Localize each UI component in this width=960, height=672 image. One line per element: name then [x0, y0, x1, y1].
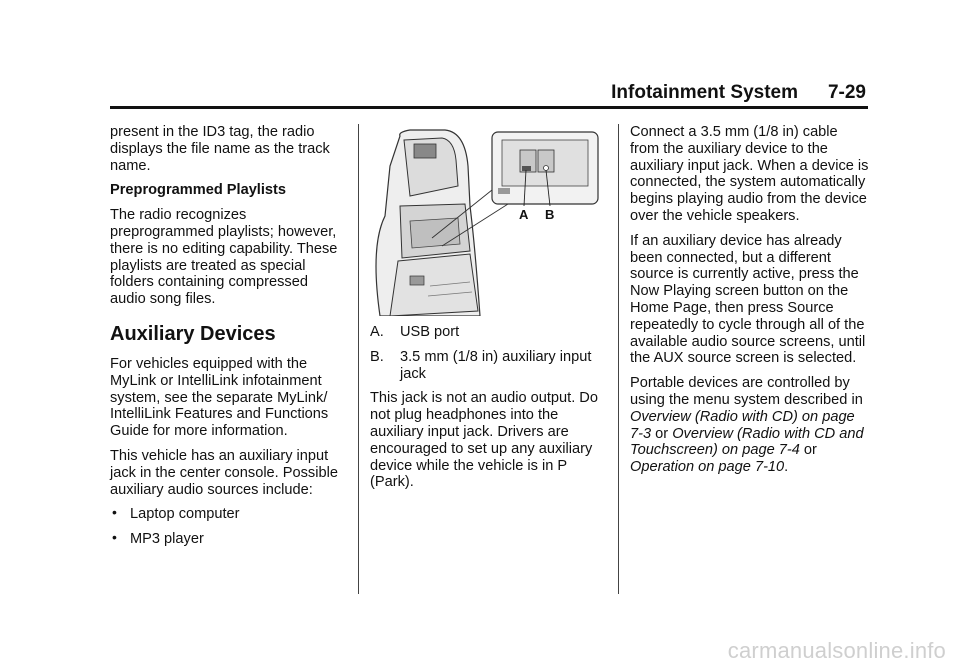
callout-label-b: B: [545, 207, 555, 222]
callout-label-a: A: [519, 207, 529, 222]
paragraph: present in the ID3 tag, the radio displays the file name as the track name.: [110, 124, 330, 174]
column-2: [370, 124, 605, 499]
subheading-preprogrammed-playlists: Preprogrammed Playlists: [110, 182, 287, 199]
column-divider: [358, 124, 359, 594]
paragraph: For vehicles equipped with the MyLink or IntelliLink infotainment system, see the separate MyLink/ IntelliLink Features and Functions Guide for more information.: [110, 355, 329, 440]
section-title-auxiliary-devices: Auxiliary Devices: [110, 322, 276, 345]
list-item-text: MP3 player: [130, 531, 204, 548]
cross-reference-link[interactable]: Operation on page 7-10: [630, 459, 785, 476]
list-item: [110, 531, 345, 548]
watermark: carmanualsonline.info: [727, 638, 946, 663]
cross-reference-link[interactable]: Overview (Radio with CD and Touchscreen) on page 7-4: [630, 425, 864, 459]
list-item-text: Laptop computer: [130, 506, 240, 523]
list-item: [110, 506, 345, 523]
page-number: 7-29: [827, 82, 866, 103]
figure-caption-b: [370, 349, 605, 383]
page-header: [110, 82, 868, 109]
chapter-title: Infotainment System: [611, 82, 798, 103]
text-run: .: [784, 459, 789, 476]
cross-reference-link[interactable]: Overview (Radio with CD) on page 7-3: [630, 408, 855, 442]
column-1: [110, 124, 345, 556]
column-3: [630, 124, 870, 484]
bullet-icon: •: [112, 529, 117, 546]
paragraph-with-references: [630, 375, 870, 476]
caption-text: 3.5 mm (1/8 in) auxiliary input jack: [400, 348, 592, 382]
caption-text: USB port: [400, 324, 460, 340]
figure-caption-a: [370, 324, 605, 341]
paragraph: If an auxiliary device has already been connected, but a different source is currently active, press the Now Playing screen button on the Home Page, then press Source repeatedly to cycle through all of the available audio source screens, until the AUX source screen is selected.: [630, 232, 866, 367]
column-divider: [618, 124, 619, 594]
text-run: Portable devices are controlled by using the menu system described in: [630, 375, 863, 408]
caption-letter: A.: [370, 324, 384, 340]
text-run: or: [651, 425, 673, 442]
paragraph: The radio recognizes preprogrammed playlists; however, there is no editing capability. These playlists are treated as special folders containing compressed audio song files.: [110, 207, 338, 308]
paragraph: This jack is not an audio output. Do not plug headphones into the auxiliary input jack. Drivers are encouraged to set up any auxiliary device while the vehicle is in P (Park).: [370, 390, 598, 491]
bullet-icon: •: [112, 504, 117, 521]
caption-letter: B.: [370, 348, 384, 365]
paragraph: Connect a 3.5 mm (1/8 in) cable from the auxiliary device to the auxiliary input jack. When a device is connected, the system automatically begins playing audio from the device over the vehicle speakers.: [630, 124, 869, 224]
center-console-illustration: [370, 126, 605, 316]
text-run: or: [799, 442, 817, 459]
paragraph: This vehicle has an auxiliary input jack in the center console. Possible auxiliary audio sources include:: [110, 447, 338, 498]
